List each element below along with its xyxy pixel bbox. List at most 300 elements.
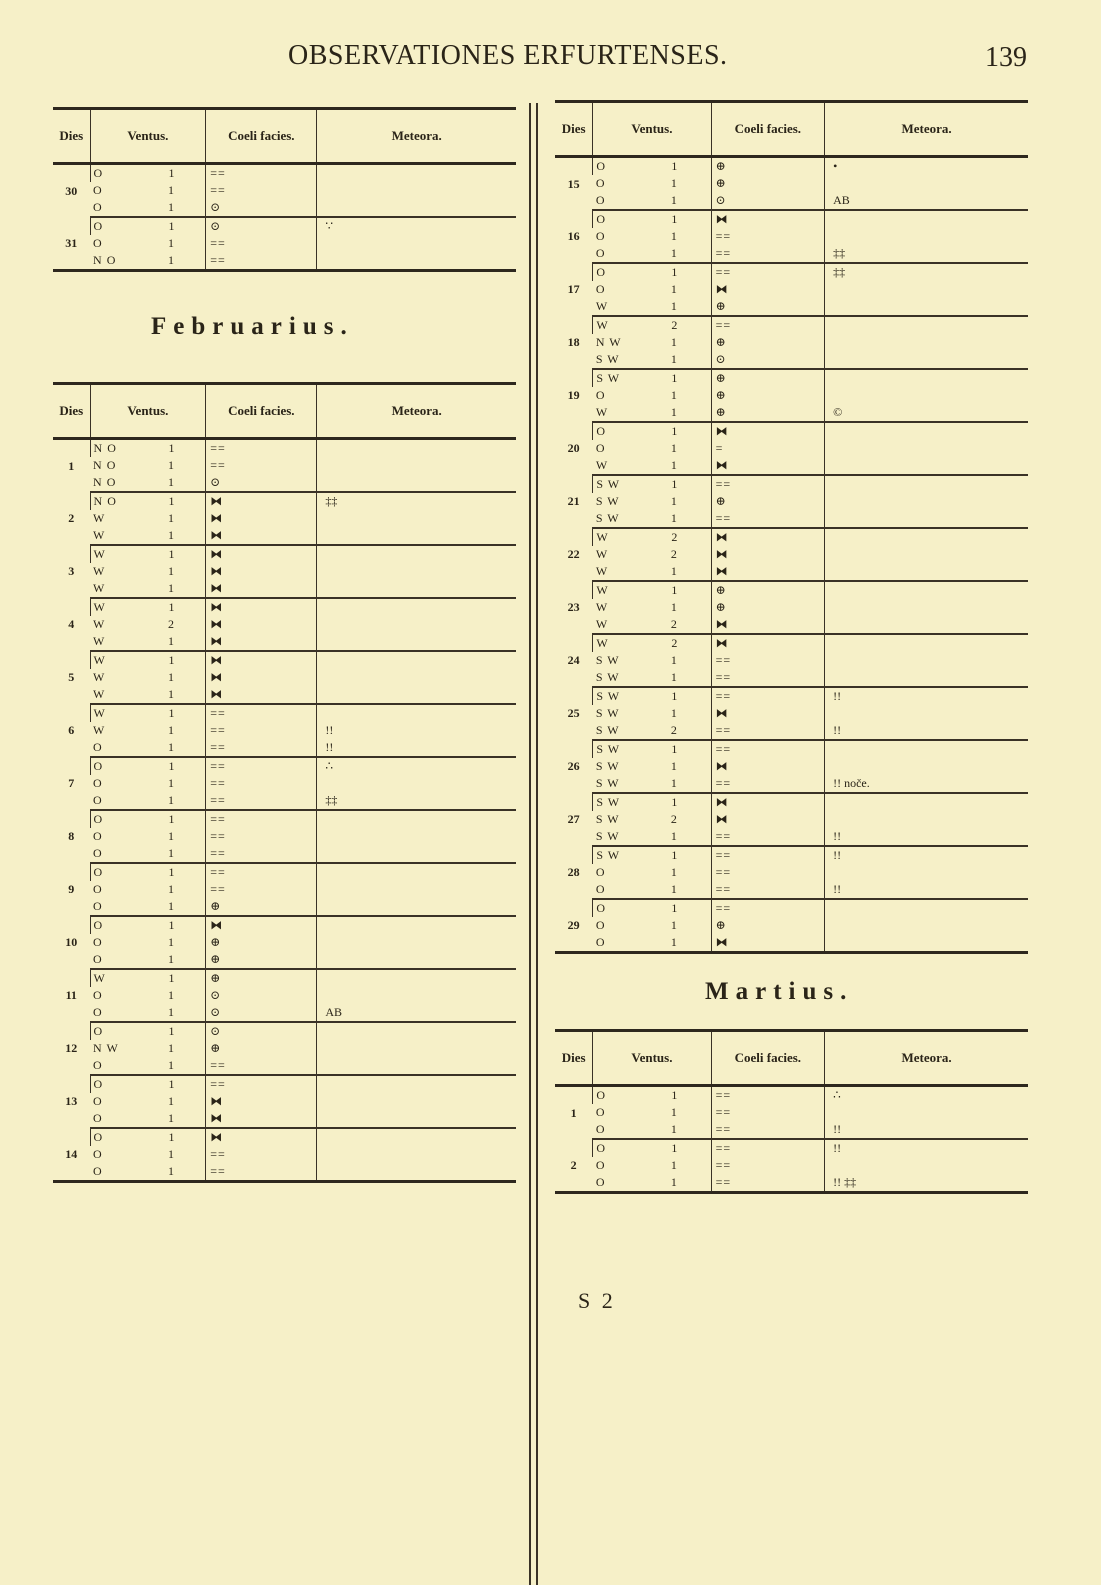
sky-symbol: ==: [711, 899, 825, 917]
sky-symbol: ⧓: [711, 457, 825, 475]
meteora-symbol: [825, 457, 1028, 475]
wind-cell: [593, 793, 711, 811]
sky-symbol: ⊕: [711, 581, 825, 599]
wind-direction: O: [595, 441, 606, 455]
day-number: 21: [567, 494, 580, 508]
wind-cell: [90, 545, 206, 563]
table-row: [555, 192, 1028, 210]
wind-direction: W: [93, 600, 106, 614]
wind-strength: 2: [671, 318, 678, 332]
meteora-symbol: !!: [317, 722, 516, 739]
meteora-symbol: [317, 828, 516, 845]
table-row: [555, 475, 1028, 493]
wind-direction: O: [93, 1130, 104, 1144]
wind-direction: O: [93, 740, 103, 754]
wind-strength: 1: [168, 253, 175, 267]
day-number: 18: [567, 335, 580, 349]
wind-direction: W: [93, 653, 106, 667]
wind-strength: 1: [671, 265, 678, 279]
meteora-symbol: [825, 228, 1028, 245]
meteora-symbol: [825, 634, 1028, 652]
wind-strength: 1: [168, 829, 175, 843]
table-martius: [555, 1029, 1028, 1194]
wind-direction: O: [595, 1175, 606, 1189]
wind-strength: 1: [168, 971, 175, 985]
table-row: [555, 899, 1028, 917]
wind-direction: O: [596, 159, 606, 173]
sky-symbol: ⧓: [206, 651, 317, 669]
table-row: [555, 493, 1028, 510]
wind-direction: O: [93, 1094, 103, 1108]
signature-mark: S 2: [578, 1288, 616, 1313]
wind-cell: [593, 404, 711, 422]
day-number: 26: [567, 759, 580, 773]
wind-direction: O: [595, 1158, 606, 1172]
wind-direction: W: [596, 318, 609, 332]
header-row: [53, 109, 516, 164]
sky-symbol: ⊕: [711, 387, 825, 404]
sky-symbol: ==: [206, 881, 317, 898]
wind-cell: [90, 217, 206, 235]
meteora-symbol: [825, 616, 1028, 634]
wind-cell: [593, 652, 711, 669]
wind-strength: 1: [168, 183, 175, 197]
meteora-symbol: [825, 811, 1028, 828]
meteora-symbol: !!: [825, 881, 1028, 899]
month-title-martius: Martius.: [705, 977, 854, 1005]
sky-symbol: ==: [711, 652, 825, 669]
table-row: [53, 563, 516, 580]
wind-strength: 1: [671, 159, 678, 173]
table-row: [555, 175, 1028, 192]
table-row: [555, 404, 1028, 422]
wind-cell: [593, 581, 711, 599]
header-row: [555, 1031, 1028, 1086]
sky-symbol: ⧓: [206, 510, 317, 527]
meteora-symbol: [317, 182, 516, 199]
wind-direction: N O: [93, 494, 117, 508]
table-row: [53, 686, 516, 704]
table-row: [555, 1174, 1028, 1193]
wind-strength: 1: [670, 776, 677, 790]
sky-symbol: ⧓: [711, 705, 825, 722]
wind-cell: [593, 245, 711, 263]
meteora-symbol: ∴: [825, 1086, 1028, 1105]
meteora-symbol: [317, 527, 516, 545]
table-row: [555, 669, 1028, 687]
table-row: [53, 722, 516, 739]
meteora-symbol: [317, 669, 516, 686]
wind-cell: [90, 1093, 206, 1110]
table-row: [555, 351, 1028, 369]
wind-strength: 1: [168, 1130, 175, 1144]
sky-symbol: ⧓: [206, 669, 317, 686]
wind-cell: [90, 439, 206, 458]
wind-cell: [90, 757, 206, 775]
day-number: 28: [567, 865, 580, 879]
wind-direction: O: [596, 424, 606, 438]
wind-strength: 1: [168, 200, 175, 214]
wind-direction: O: [595, 229, 606, 243]
table-row: [555, 210, 1028, 228]
wind-strength: 1: [671, 477, 678, 491]
table-row: [555, 157, 1028, 176]
table-row: [555, 563, 1028, 581]
table-row: [555, 440, 1028, 457]
table-row: [53, 1004, 516, 1022]
day-number: 14: [65, 1146, 78, 1161]
table-row: [555, 828, 1028, 846]
wind-direction: O: [595, 1122, 606, 1136]
meteora-symbol: [317, 810, 516, 828]
wind-strength: 1: [168, 1164, 175, 1178]
wind-direction: S W: [595, 670, 620, 684]
wind-strength: 1: [671, 371, 678, 385]
wind-cell: [593, 387, 711, 404]
wind-cell: [90, 1163, 206, 1182]
wind-direction: O: [93, 812, 104, 826]
col-header-coeli: Coeli facies.: [711, 1031, 825, 1086]
col-header-coeli: Coeli facies.: [711, 102, 825, 157]
col-header-meteora: Meteora.: [825, 1031, 1028, 1086]
wind-cell: [90, 722, 206, 739]
table-row: [53, 1146, 516, 1163]
wind-direction: O: [595, 918, 606, 932]
page-number: 139: [985, 42, 1027, 73]
meteora-symbol: [317, 1163, 516, 1182]
sky-symbol: ⊕: [206, 898, 317, 916]
sky-symbol: ⧓: [711, 210, 825, 228]
sky-symbol: ⊙: [206, 217, 317, 235]
wind-cell: [593, 263, 711, 281]
wind-direction: W: [595, 458, 609, 472]
wind-direction: O: [93, 846, 103, 860]
sky-symbol: ⧓: [711, 616, 825, 634]
wind-cell: [90, 1075, 206, 1093]
sky-symbol: ==: [711, 864, 825, 881]
sky-symbol: ⊙: [206, 1022, 317, 1040]
wind-cell: [593, 157, 711, 176]
sky-symbol: ==: [711, 722, 825, 740]
left-column: [53, 107, 516, 1183]
meteora-symbol: !!: [825, 1121, 1028, 1139]
wind-direction: O: [595, 388, 606, 402]
wind-cell: [593, 917, 711, 934]
wind-cell: [593, 722, 711, 740]
wind-cell: [90, 739, 206, 757]
wind-strength: 1: [168, 740, 175, 754]
day-number: 8: [68, 829, 75, 843]
meteora-symbol: [825, 493, 1028, 510]
wind-direction: O: [93, 1058, 103, 1072]
wind-cell: [593, 510, 711, 528]
wind-direction: W: [93, 547, 106, 561]
wind-strength: 1: [670, 1158, 677, 1172]
table-row: [555, 687, 1028, 705]
sky-symbol: ⧓: [206, 916, 317, 934]
sky-symbol: ==: [711, 740, 825, 758]
sky-symbol: ⧓: [711, 563, 825, 581]
sky-symbol: ⧓: [711, 793, 825, 811]
wind-strength: 1: [168, 547, 175, 561]
table-row: [53, 598, 516, 616]
sky-symbol: ⧓: [206, 598, 317, 616]
wind-strength: 1: [670, 1175, 677, 1189]
sky-symbol: ⧓: [206, 686, 317, 704]
table-row: [555, 228, 1028, 245]
table-row: [53, 439, 516, 458]
meteora-symbol: [317, 1022, 516, 1040]
sky-symbol: ⊕: [711, 599, 825, 616]
meteora-symbol: [825, 281, 1028, 298]
meteora-symbol: !!: [825, 828, 1028, 846]
wind-strength: 1: [670, 759, 677, 773]
sky-symbol: ⊕: [711, 369, 825, 387]
wind-strength: 1: [168, 776, 175, 790]
sky-symbol: ⊕: [206, 969, 317, 987]
wind-cell: [593, 175, 711, 192]
meteora-symbol: ∴: [317, 757, 516, 775]
table-row: [53, 474, 516, 492]
col-header-ventus: Ventus.: [593, 1031, 711, 1086]
meteora-symbol: [825, 387, 1028, 404]
wind-cell: [593, 1157, 711, 1174]
day-number: 20: [567, 441, 580, 455]
wind-strength: 1: [168, 1058, 175, 1072]
wind-direction: O: [595, 193, 606, 207]
day-number: 15: [567, 176, 580, 191]
sky-symbol: ==: [711, 1174, 825, 1193]
wind-cell: [90, 1128, 206, 1146]
wind-cell: [90, 199, 206, 217]
meteora-symbol: [317, 1146, 516, 1163]
meteora-symbol: [825, 864, 1028, 881]
meteora-symbol: ©: [825, 404, 1028, 422]
day-number: 23: [567, 600, 580, 614]
meteora-symbol: [825, 298, 1028, 316]
sky-symbol: ⧓: [711, 422, 825, 440]
wind-strength: 1: [168, 236, 175, 250]
meteora-symbol: [317, 616, 516, 633]
wind-strength: 1: [168, 1094, 175, 1108]
sky-symbol: ==: [206, 722, 317, 739]
wind-strength: 1: [670, 335, 677, 349]
wind-strength: 1: [671, 848, 678, 862]
wind-cell: [90, 1040, 206, 1057]
table-row: [53, 1128, 516, 1146]
meteora-symbol: [825, 316, 1028, 334]
meteora-symbol: !!: [825, 846, 1028, 864]
wind-strength: 1: [671, 424, 678, 438]
table-row: [555, 917, 1028, 934]
table-row: [53, 863, 516, 881]
wind-cell: [593, 599, 711, 616]
table-row: [53, 828, 516, 845]
wind-strength: 1: [168, 1111, 175, 1125]
sky-symbol: ==: [206, 439, 317, 458]
wind-cell: [593, 846, 711, 864]
col-header-dies: Dies: [555, 1031, 593, 1086]
wind-cell: [90, 457, 206, 474]
table-row: [53, 1093, 516, 1110]
sky-symbol: ==: [711, 828, 825, 846]
sky-symbol: ==: [206, 1146, 317, 1163]
sky-symbol: ==: [206, 757, 317, 775]
col-header-ventus: Ventus.: [593, 102, 711, 157]
wind-strength: 1: [168, 952, 175, 966]
table-row: [555, 1104, 1028, 1121]
meteora-symbol: [317, 580, 516, 598]
meteora-symbol: [825, 581, 1028, 599]
wind-direction: N O: [93, 475, 117, 489]
wind-direction: O: [93, 219, 104, 233]
wind-strength: 1: [168, 475, 175, 489]
sky-symbol: ⧓: [206, 1110, 317, 1128]
sky-symbol: ⊕: [206, 1040, 317, 1057]
day-number: 30: [65, 183, 78, 198]
wind-direction: W: [93, 634, 106, 648]
wind-direction: W: [93, 723, 106, 737]
meteora-symbol: [317, 1040, 516, 1057]
sky-symbol: ==: [711, 1086, 825, 1105]
wind-strength: 2: [670, 812, 677, 826]
sky-symbol: ==: [711, 316, 825, 334]
day-number: 10: [65, 935, 78, 949]
wind-direction: S W: [595, 829, 620, 843]
sky-symbol: ⧓: [711, 758, 825, 775]
wind-cell: [593, 687, 711, 705]
wind-strength: 1: [168, 670, 175, 684]
wind-cell: [90, 580, 206, 598]
sky-symbol: ==: [711, 846, 825, 864]
sky-symbol: ==: [206, 457, 317, 474]
wind-strength: 1: [168, 793, 175, 807]
table-row: [555, 599, 1028, 616]
day-number: 7: [68, 776, 75, 790]
wind-strength: 2: [670, 723, 677, 737]
day-number: 6: [68, 723, 75, 737]
wind-cell: [593, 369, 711, 387]
wind-strength: 1: [168, 564, 175, 578]
wind-strength: 1: [671, 583, 678, 597]
col-header-meteora: Meteora.: [317, 109, 516, 164]
wind-direction: O: [93, 236, 103, 250]
wind-cell: [90, 510, 206, 527]
wind-direction: S W: [595, 494, 620, 508]
wind-cell: [90, 527, 206, 545]
table-row: [53, 199, 516, 217]
wind-strength: 1: [670, 176, 677, 190]
wind-cell: [593, 934, 711, 953]
table-row: [555, 881, 1028, 899]
wind-strength: 2: [670, 547, 677, 561]
meteora-symbol: [317, 1128, 516, 1146]
meteora-symbol: ∵: [317, 217, 516, 235]
meteora-symbol: [317, 863, 516, 881]
wind-strength: 1: [670, 352, 677, 366]
wind-strength: 1: [168, 935, 175, 949]
wind-strength: 1: [168, 653, 175, 667]
wind-direction: O: [595, 1105, 606, 1119]
wind-cell: [593, 422, 711, 440]
wind-direction: S W: [596, 371, 621, 385]
wind-strength: 1: [670, 405, 677, 419]
table-row: [555, 705, 1028, 722]
meteora-symbol: [317, 439, 516, 458]
wind-strength: 1: [670, 299, 677, 313]
table-row: [53, 651, 516, 669]
wind-cell: [90, 563, 206, 580]
sky-symbol: ==: [711, 263, 825, 281]
sky-symbol: ==: [206, 828, 317, 845]
sky-symbol: ==: [206, 1057, 317, 1075]
wind-strength: 1: [671, 689, 678, 703]
meteora-symbol: ‡‡: [825, 263, 1028, 281]
meteora-symbol: AB: [825, 192, 1028, 210]
table-row: [53, 510, 516, 527]
table-row: [555, 740, 1028, 758]
wind-cell: [593, 546, 711, 563]
wind-strength: 1: [670, 653, 677, 667]
wind-cell: [90, 1004, 206, 1022]
wind-strength: 1: [671, 901, 678, 915]
meteora-symbol: •: [825, 157, 1028, 176]
meteora-symbol: [825, 669, 1028, 687]
wind-strength: 1: [168, 634, 175, 648]
wind-cell: [593, 705, 711, 722]
wind-cell: [90, 810, 206, 828]
wind-strength: 1: [670, 1105, 677, 1119]
wind-strength: 1: [168, 988, 175, 1002]
meteora-symbol: [317, 969, 516, 987]
wind-cell: [90, 633, 206, 651]
meteora-symbol: [317, 235, 516, 252]
sky-symbol: ==: [711, 1104, 825, 1121]
wind-direction: S W: [596, 477, 621, 491]
wind-cell: [593, 528, 711, 546]
day-number: 16: [567, 229, 580, 243]
wind-direction: W: [595, 600, 609, 614]
page-title: OBSERVATIONES ERFURTENSES.: [288, 40, 728, 71]
meteora-symbol: [825, 652, 1028, 669]
meteora-symbol: [825, 440, 1028, 457]
wind-cell: [593, 775, 711, 793]
table-row: [53, 1022, 516, 1040]
wind-cell: [593, 1104, 711, 1121]
wind-direction: O: [93, 829, 103, 843]
wind-direction: O: [595, 865, 606, 879]
meteora-symbol: !! ‡‡: [825, 1174, 1028, 1193]
table-row: [53, 492, 516, 510]
wind-direction: O: [93, 793, 103, 807]
wind-cell: [593, 493, 711, 510]
sky-symbol: ⊕: [711, 917, 825, 934]
wind-direction: S W: [595, 723, 620, 737]
table-row: [53, 217, 516, 235]
meteora-symbol: [317, 598, 516, 616]
col-header-dies: Dies: [555, 102, 593, 157]
wind-strength: 1: [168, 723, 175, 737]
wind-cell: [90, 1022, 206, 1040]
table-row: [53, 633, 516, 651]
wind-cell: [90, 845, 206, 863]
wind-direction: N O: [93, 441, 117, 455]
wind-direction: O: [93, 865, 104, 879]
wind-cell: [90, 792, 206, 810]
day-number: 2: [68, 511, 75, 525]
sky-symbol: ⧓: [206, 580, 317, 598]
header-row: [555, 102, 1028, 157]
